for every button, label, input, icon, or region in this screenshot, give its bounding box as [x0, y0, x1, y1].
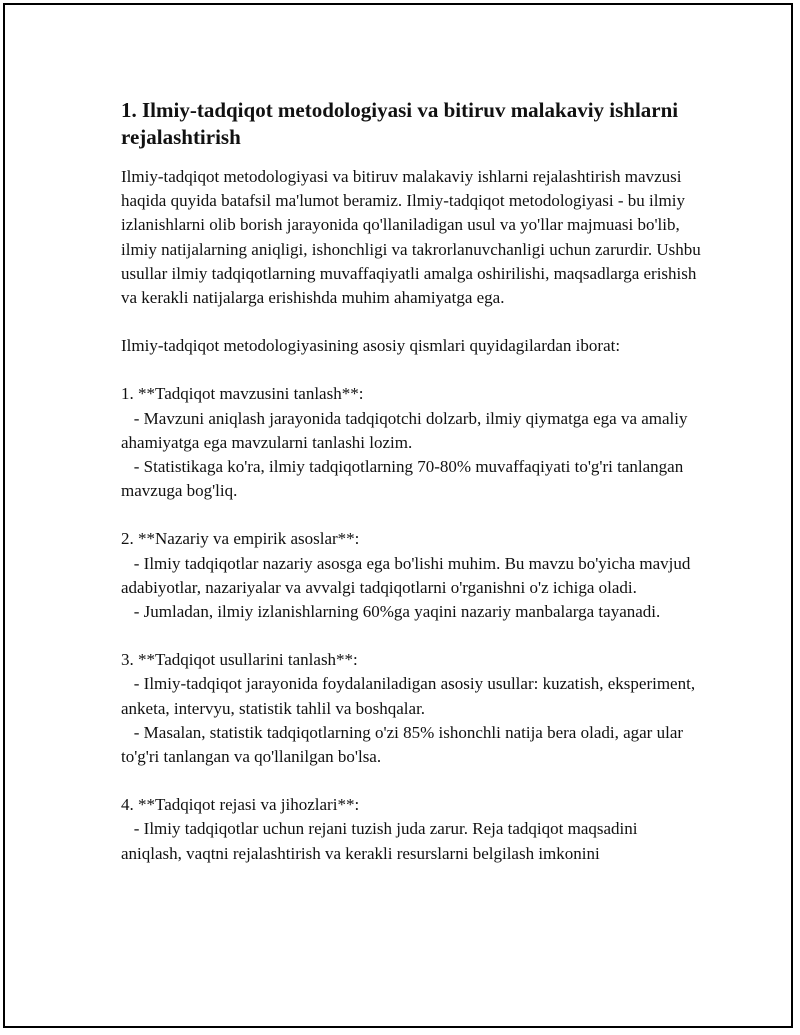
section-point: - Ilmiy tadqiqotlar nazariy asosga ega bo'lishi muhim. Bu mavzu bo'yicha mavjud adabiyotlar, nazariyalar va avvalgi tadqiqotlarni o'rganishni o'z ichiga oladi. — [121, 553, 695, 597]
section-heading: 4. **Tadqiqot rejasi va jihozlari**: — [121, 795, 360, 815]
section-point: - Masalan, statistik tadqiqotlarning o'zi 85% ishonchli natija bera oladi, agar ular to'g'ri tanlangan va qo'llanilgan bo'lsa. — [121, 722, 688, 767]
section-point: - Ilmiy-tadqiqot jarayonida foydalaniladigan asosiy usullar: kuzatish, eksperiment, anketa, intervyu, statistik tahlil va boshqalar. — [121, 674, 700, 718]
document-content — [121, 97, 706, 866]
paragraph-gap — [121, 624, 701, 648]
section-4 — [121, 793, 701, 866]
lead-paragraph: Ilmiy-tadqiqot metodologiyasining asosiy qismlari quyidagilardan iborat: — [121, 336, 621, 356]
paragraph-gap — [121, 769, 701, 793]
section-point: - Statistikaga ko'ra, ilmiy tadqiqotlarning 70-80% muvaffaqiyati to'g'ri tanlangan mavzuga bog'liq. — [121, 457, 688, 501]
document-page — [3, 3, 793, 1028]
section-1 — [121, 382, 701, 503]
paragraph-gap — [121, 503, 701, 527]
document-title: 1. Ilmiy-tadqiqot metodologiyasi va bitiruv malakaviy ishlarni rejalashtirish — [121, 98, 679, 149]
section-heading: 3. **Tadqiqot usullarini tanlash**: — [121, 650, 358, 670]
section-3 — [121, 648, 701, 769]
section-point: - Ilmiy tadqiqotlar uchun rejani tuzish juda zarur. Reja tadqiqot maqsadini aniqlash, vaqtni rejalashtirish va kerakli resurslarni belgilash imkonini — [121, 819, 642, 863]
section-point: - Jumladan, ilmiy izlanishlarning 60%ga yaqini nazariy manbalarga tayanadi. — [121, 602, 661, 622]
intro-paragraph: Ilmiy-tadqiqot metodologiyasi va bitiruv malakaviy ishlarni rejalashtirish mavzusi haqida quyida batafsil ma'lumot beramiz. Ilmiy-tadqiqot metodologiyasi - bu ilmiy izlanishlarni olib borish jarayonida qo'llaniladigan usul va yo'llar majmuasi bo'lib, ilmiy natijalarning aniqligi, ishonchligi va takrorlanuvchanligi uchun zarurdir. Ushbu usullar ilmiy tadqiqotlarning muvaffaqiyatli amalga oshirilishi, maqsadlarga erishish va kerakli natijalarga erishishda muhim ahamiyatga ega. — [121, 167, 706, 308]
section-2 — [121, 527, 701, 624]
section-point: - Mavzuni aniqlash jarayonida tadqiqotchi dolzarb, ilmiy qiymatga ega va amaliy ahamiyatga ega mavzularni tanlashi lozim. — [121, 408, 692, 452]
section-heading: 2. **Nazariy va empirik asoslar**: — [121, 529, 360, 549]
paragraph-gap — [121, 310, 701, 334]
section-heading: 1. **Tadqiqot mavzusini tanlash**: — [121, 384, 364, 404]
paragraph-gap — [121, 358, 701, 382]
